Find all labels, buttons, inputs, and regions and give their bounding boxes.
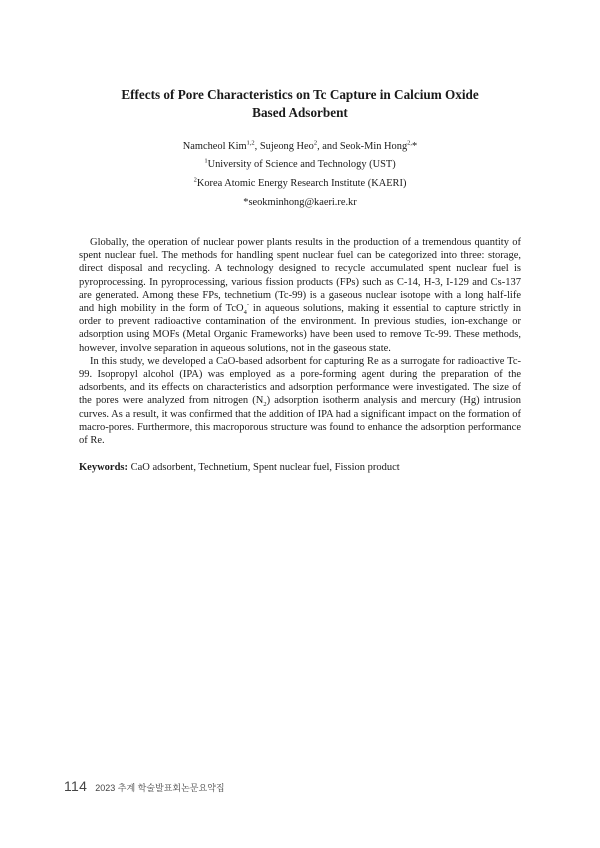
keywords xyxy=(79,461,521,475)
subscript: 4 xyxy=(243,309,247,317)
page-number: 114 xyxy=(64,778,88,794)
author-name: , Sujeong Heo xyxy=(254,141,314,152)
paper-title xyxy=(90,86,510,122)
subscript: 2 xyxy=(263,401,267,409)
author-list xyxy=(60,140,540,154)
abstract-paragraph-1 xyxy=(79,236,521,355)
corresponding-mark: * xyxy=(412,141,418,152)
contact-email[interactable]: *seokminhong@kaeri.re.kr xyxy=(243,197,357,208)
page-footer xyxy=(64,778,225,798)
author-name: Namcheol Kim xyxy=(182,141,247,152)
title-line-2: Based Adsorbent xyxy=(252,105,348,120)
paragraph-text: in aqueous solutions, making it essential to capture strictly in order to prevent radioactive contamination of the environment. In previous studies, ion-exchange or adsorption using MOFs (Metal Organic Frameworks) have been used to remove Tc-99. These methods, however, involve separation in aqueous solutions, not in the gaseous state. xyxy=(79,303,521,354)
author-name: , and Seok-Min Hong xyxy=(317,141,408,152)
publication-name: 2023 추계 학술발표회논문요약집 xyxy=(95,783,225,793)
superscript: - xyxy=(246,301,250,309)
affiliation-text: University of Science and Technology (UST) xyxy=(207,159,396,170)
affiliation-sup: 2 xyxy=(193,176,197,184)
paragraph-text: ) adsorption isotherm analysis and mercury (Hg) intrusion curves. As a result, it was confirmed that the addition of IPA had a significant impact on the formation of macro-pores. Furthermore, this macroporous structure was found to enhance the adsorption performance of Re. xyxy=(79,395,521,447)
affiliation-sup: 1 xyxy=(204,157,208,165)
abstract-paragraph-2 xyxy=(79,355,521,447)
abstract-body xyxy=(79,236,521,447)
keywords-text: CaO adsorbent, Technetium, Spent nuclear fuel, Fission product xyxy=(128,462,400,473)
keywords-label: Keywords: xyxy=(79,462,128,473)
paragraph-text: Globally, the operation of nuclear power plants results in the production of a tremendous quantity of spent nuclear fuel. The methods for handling spent nuclear fuel can be categorized into three: storage, direct disposal and recycling. A technology designed to recycle accumulated spent nuclear fuel is pyroprocessing. In pyroprocessing, various fission products (FPs) such as C-14, H-3, I-129 and Cs-137 are generated. Among these FPs, technetium (Tc-99) is a gaseous nuclear isotope with a long half-life and high mobility in the form of TcO xyxy=(79,237,521,315)
author-affil-sup: 2, xyxy=(407,139,413,147)
affiliation-2 xyxy=(60,177,540,191)
author-affil-sup: 2 xyxy=(313,139,318,147)
affiliation-1 xyxy=(60,158,540,172)
title-line-1: Effects of Pore Characteristics on Tc Capture in Calcium Oxide xyxy=(121,87,479,102)
affiliation-text: Korea Atomic Energy Research Institute (KAERI) xyxy=(196,178,407,189)
paragraph-text: In this study, we developed a CaO-based adsorbent for capturing Re as a surrogate for radioactive Tc-99. Isopropyl alcohol (IPA) was employed as a pore-forming agent during the preparation of the adsorbents, and its effects on characteristics and adsorption performance were investigated. The size of the pores were analyzed from nitrogen (N xyxy=(79,355,521,407)
author-affil-sup: 1,2 xyxy=(246,139,255,147)
